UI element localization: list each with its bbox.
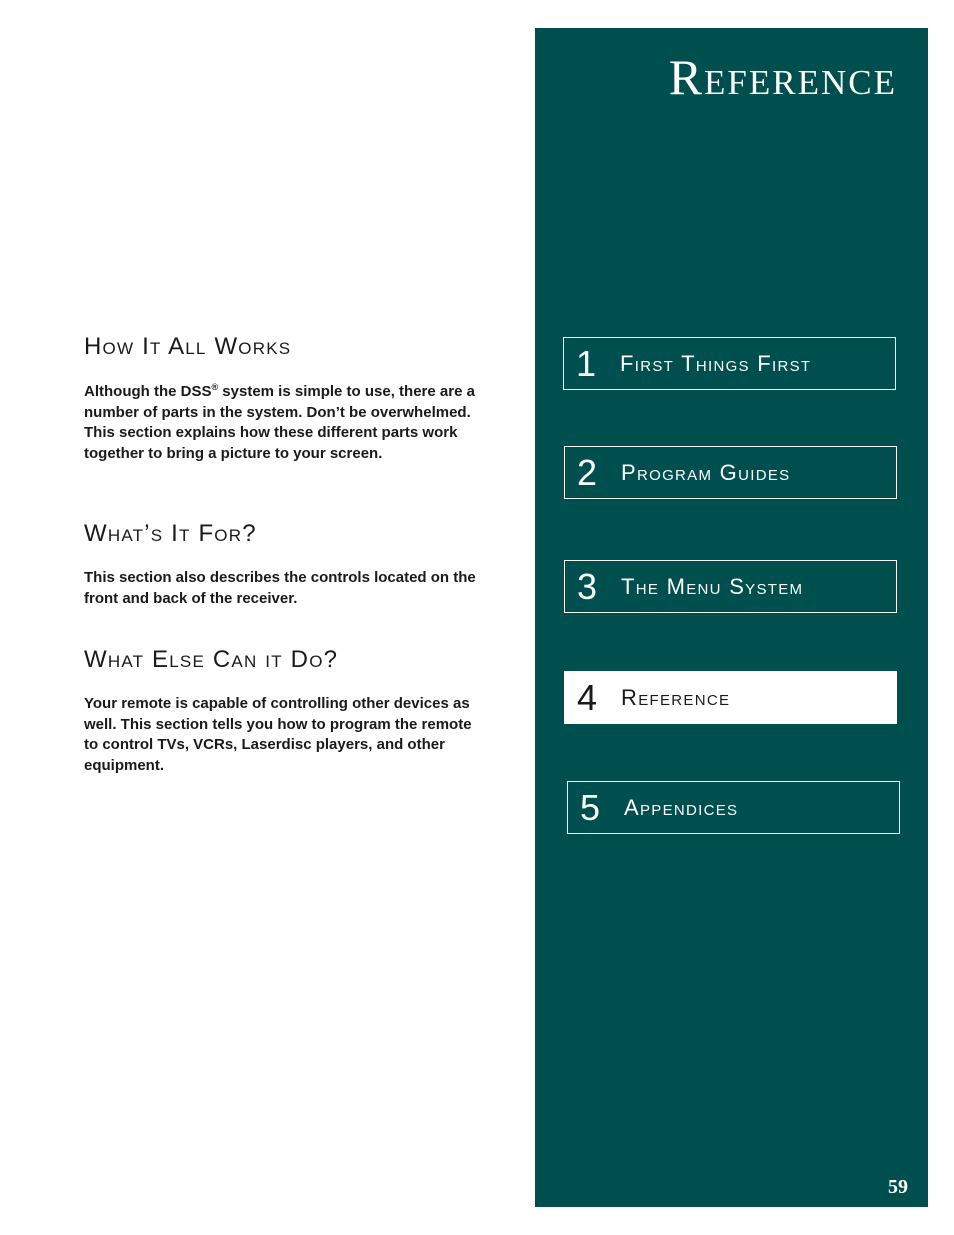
paragraph-how-it-all-works — [84, 382, 480, 464]
page-number: 59 — [888, 1176, 908, 1198]
chapter-label: Reference — [621, 684, 731, 710]
chapter-label: First Things First — [620, 350, 812, 376]
chapter-number: 5 — [580, 786, 601, 828]
chapter-tab-5[interactable] — [567, 781, 900, 834]
heading-what-else-can-it-do: What Else Can it Do? — [84, 646, 339, 673]
paragraph-how-it-all-works-start: Although the DSS — [84, 383, 212, 400]
chapter-label: Program Guides — [621, 459, 791, 485]
chapter-number: 1 — [576, 342, 597, 384]
chapter-number: 4 — [577, 676, 598, 718]
paragraph-how-it-all-works-rest: system is simple to use, there are a number of parts in the system. Don’t be overwhelmed. This section explains how these different parts work together to bring a picture to your screen. — [84, 383, 475, 462]
chapter-label: Appendices — [624, 794, 739, 820]
registered-mark: ® — [211, 382, 219, 392]
chapter-tab-2[interactable] — [564, 446, 897, 499]
chapter-sidebar — [535, 28, 928, 1207]
paragraph-whats-it-for: This section also describes the controls located on the front and back of the receiver. — [84, 569, 476, 607]
chapter-tab-1[interactable] — [563, 337, 896, 390]
chapter-label: The Menu System — [621, 573, 804, 599]
chapter-number: 3 — [577, 565, 598, 607]
heading-whats-it-for: What’s It For? — [84, 520, 257, 547]
chapter-title: Reference — [668, 49, 897, 105]
chapter-tab-3[interactable] — [564, 560, 897, 613]
chapter-tab-4[interactable] — [564, 671, 897, 724]
paragraph-what-else-can-it-do: Your remote is capable of controlling other devices as well. This section tells you how to program the remote to control TVs, VCRs, Laserdisc players, and other equipment. — [84, 695, 472, 774]
chapter-number: 2 — [577, 451, 598, 493]
heading-how-it-all-works: How It All Works — [84, 333, 292, 360]
